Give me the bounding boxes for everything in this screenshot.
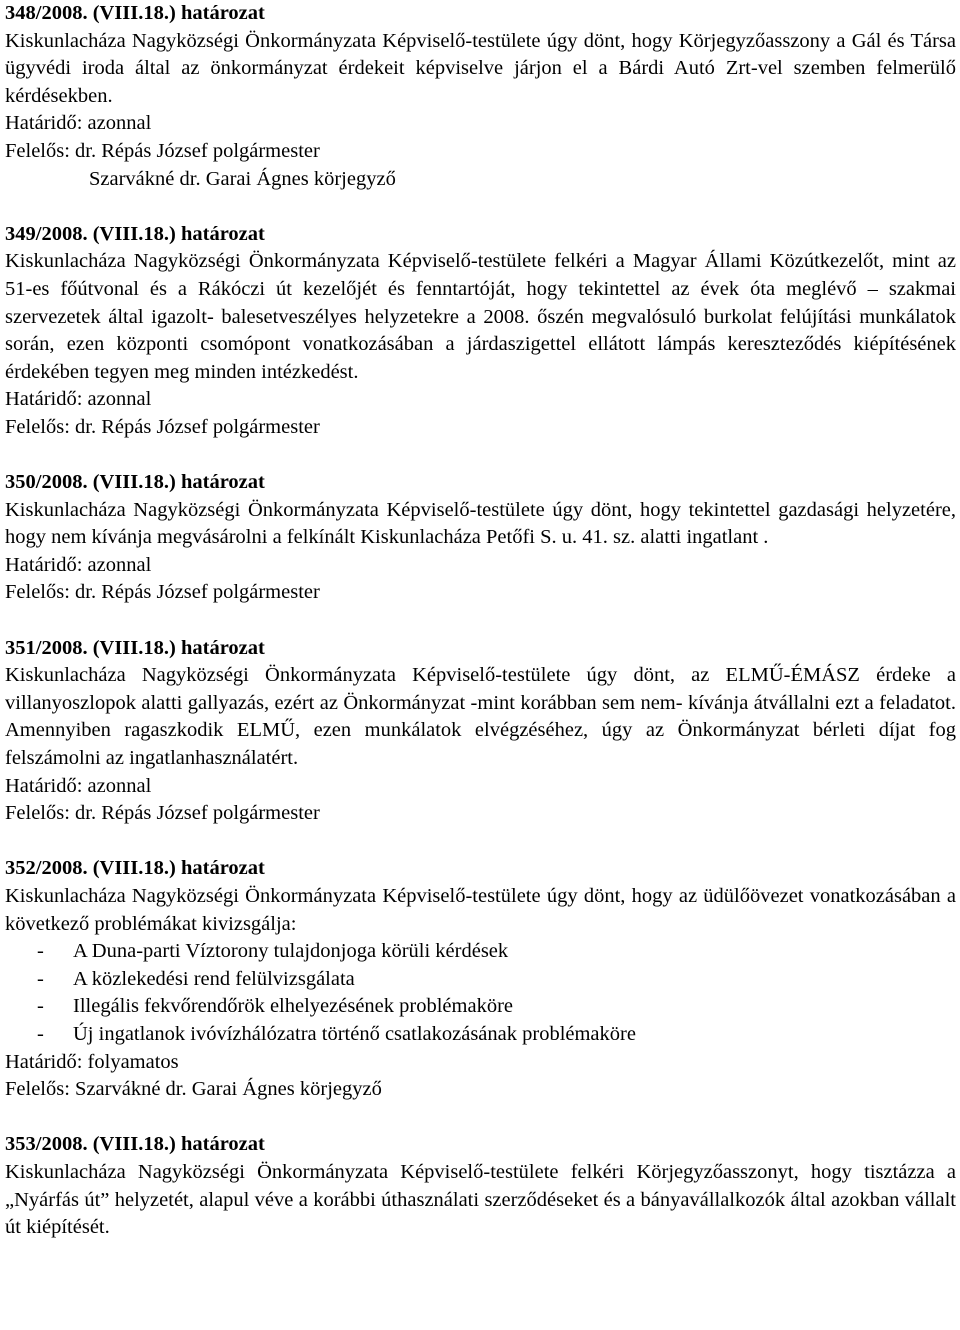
list-dash: -: [37, 1022, 44, 1045]
list-item-text: A közlekedési rend felülvizsgálata: [73, 967, 355, 990]
list-item-text: Új ingatlanok ivóvízhálózatra történő csatlakozásának problémaköre: [73, 1022, 636, 1045]
resolution-body: Kiskunlacháza Nagyközségi Önkormányzata Képviselő-testülete felkéri a Magyar Állami Közútkezelőt, mint az 51-es főútvonal és a Rákóczi út kezelőjét és fenntartóját, hogy tekintettel az évek óta meglévő – szakmai szervezetek által igazolt- balesetveszélyes helyzetekre a 2008. őszén megvalósuló burkolat felújítási munkálatok során, ezen központi csomópont vonatkozásában a járdaszigettel ellátott lámpás kereszteződés kiépítésének érdekében tegyen meg minden intézkedést.: [5, 250, 956, 383]
list-dash: -: [37, 995, 44, 1018]
responsible-line: Felelős: Szarvákné dr. Garai Ágnes körjegyző: [5, 1078, 382, 1101]
resolution-350: [5, 469, 956, 607]
list-item: [5, 1021, 956, 1049]
section-spacer: [5, 607, 956, 635]
list-dash: -: [37, 967, 44, 990]
resolution-body: Kiskunlacháza Nagyközségi Önkormányzata Képviselő-testülete úgy dönt, hogy az üdülőövezet vonatkozásában a következő problémákat kivizsgálja:: [5, 885, 956, 935]
resolution-title: 348/2008. (VIII.18.) határozat: [5, 2, 265, 24]
deadline-line: Határidő: azonnal: [5, 774, 152, 797]
deadline-line: Határidő: azonnal: [5, 388, 152, 411]
resolution-title: 352/2008. (VIII.18.) határozat: [5, 857, 265, 880]
resolution-349: [5, 221, 956, 442]
resolution-title: 349/2008. (VIII.18.) határozat: [5, 222, 265, 245]
problem-list: [5, 938, 956, 1048]
list-dash: -: [37, 940, 44, 963]
responsible-line: Felelős: dr. Répás József polgármester: [5, 415, 320, 438]
section-spacer: [5, 193, 956, 221]
section-spacer: [5, 442, 956, 470]
deadline-line: Határidő: azonnal: [5, 112, 152, 135]
list-item-text: Illegális fekvőrendőrök elhelyezésének problémaköre: [73, 995, 513, 1018]
list-item: [5, 993, 956, 1021]
responsible-line: Felelős: dr. Répás József polgármester: [5, 581, 320, 604]
resolution-title: 350/2008. (VIII.18.) határozat: [5, 471, 265, 494]
resolution-352: [5, 855, 956, 1103]
list-item-text: A Duna-parti Víztorony tulajdonjoga körüli kérdések: [73, 940, 509, 963]
resolution-body: Kiskunlacháza Nagyközségi Önkormányzata Képviselő-testülete úgy dönt, hogy Körjegyzőasszony a Gál és Társa ügyvédi iroda által az önkormányzat érdekeit képviselve járjon el a Bárdi Autó Zrt-vel szemben felmerülő kérdésekben.: [5, 29, 956, 107]
resolution-body: Kiskunlacháza Nagyközségi Önkormányzata Képviselő-testülete felkéri Körjegyzőasszonyt, hogy tisztázza a „Nyárfás út” helyzetét, alapul véve a korábbi úthasználati szerződéseket és a bányavállalkozók által azokban vállalt út kiépítését.: [5, 1160, 956, 1239]
resolution-body: Kiskunlacháza Nagyközségi Önkormányzata Képviselő-testülete úgy dönt, hogy tekintettel gazdasági helyzetére, hogy nem kívánja megvásárolni a felkínált Kiskunlacháza Petőfi S. u. 41. sz. alatti ingatlant .: [5, 498, 956, 549]
deadline-line: Határidő: folyamatos: [5, 1050, 179, 1073]
section-spacer: [5, 1104, 956, 1132]
responsible-line: Felelős: dr. Répás József polgármester: [5, 139, 320, 162]
deadline-line: Határidő: azonnal: [5, 553, 152, 576]
section-spacer: [5, 828, 956, 856]
resolution-body: Kiskunlacháza Nagyközségi Önkormányzata Képviselő-testülete úgy dönt, az ELMŰ-ÉMÁSZ érdeke a villanyoszlopok alatti gallyazás, ezért az Önkormányzat -mint korábban sem nem- kívánja átvállalni ezt a feladatot. Amennyiben ragaszkodik ELMŰ, ezen munkálatok elvégzéséhez, úgy az Önkormányzat bérleti díjat fog felszámolni az ingatlanhasználatért.: [5, 664, 956, 770]
list-item: [5, 966, 956, 994]
resolution-348: [5, 0, 956, 193]
resolution-title: 353/2008. (VIII.18.) határozat: [5, 1133, 265, 1156]
resolution-351: [5, 635, 956, 828]
responsible-extra-line: Szarvákné dr. Garai Ágnes körjegyző: [89, 167, 396, 190]
list-item: [5, 938, 956, 966]
resolution-title: 351/2008. (VIII.18.) határozat: [5, 636, 265, 659]
responsible-line: Felelős: dr. Répás József polgármester: [5, 802, 320, 825]
resolution-353: [5, 1131, 956, 1241]
